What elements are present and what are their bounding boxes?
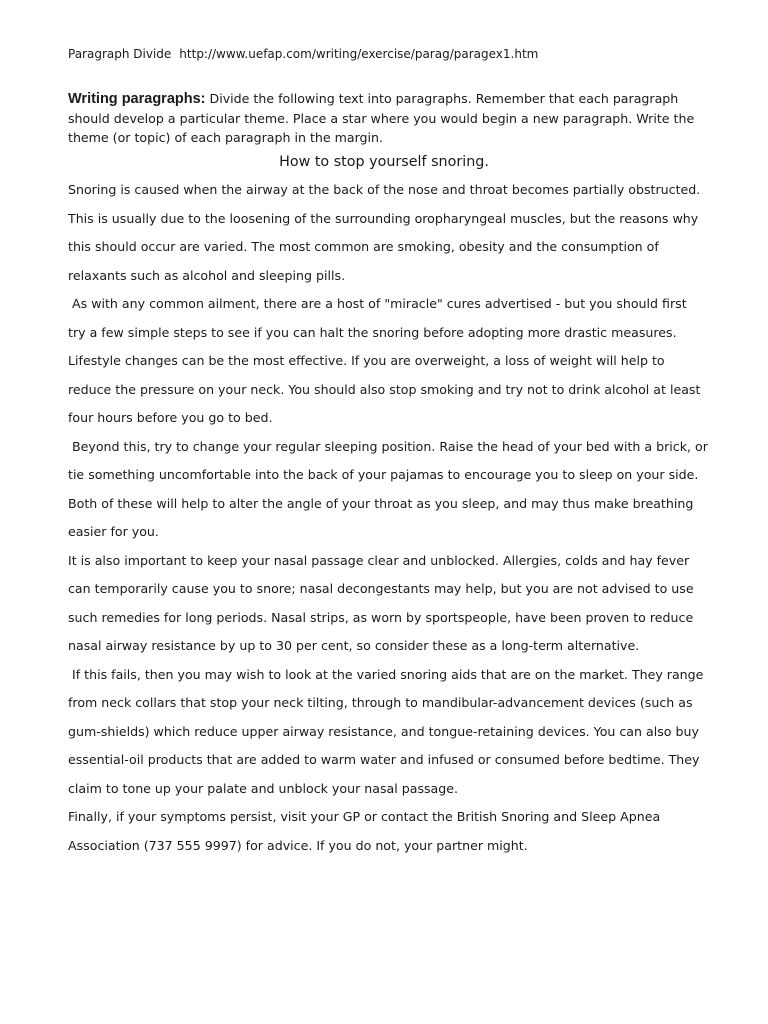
article-title: How to stop yourself snoring. [279,154,489,170]
paragraph: Finally, if your symptoms persist, visit your GP or contact the British Snoring and Sleep Apnea Association (737 555 9997) for advice. If you do not, your partner might. [68,809,665,853]
source-url: http://www.uefap.com/writing/exercise/parag/paragex1.htm [179,47,539,61]
paragraph: It is also important to keep your nasal passage clear and unblocked. Allergies, colds and hay fever can temporarily cause you to snore; nasal decongestants may help, but you are not advised to use such remedies for long periods. Nasal strips, as worn by sportspeople, have been proven to reduce nasal airway resistance by up to 30 per cent, so consider these as a long-term alternative. [68,552,698,653]
instructions-text: Divide the following text into paragraphs. Remember that each paragraph should develop a particular theme. Place a star where you would begin a new paragraph. Write the theme (or topic) of each paragraph in the margin. [68,91,695,145]
header-label: Paragraph Divide [68,47,172,61]
header-line [68,47,538,61]
paragraph: Beyond this, try to change your regular sleeping position. Raise the head of your bed with a brick, or tie something uncomfortable into the back of your pajamas to encourage you to sleep on your side. Both of these will help to alter the angle of your throat as you sleep, and may thus make breathing easier for you. [68,438,712,539]
instructions [68,89,700,147]
paragraph: If this fails, then you may wish to look at the varied snoring aids that are on the market. They range from neck collars that stop your neck tilting, through to mandibular-advancement devices (such as gum-shields) which reduce upper airway resistance, and tongue-retaining devices. You can also buy essential-oil products that are added to warm water and infused or consumed before bedtime. They claim to tone up your palate and unblock your nasal passage. [68,666,708,796]
paragraph: Snoring is caused when the airway at the back of the nose and throat becomes partially obstructed. This is usually due to the loosening of the surrounding oropharyngeal muscles, but the reasons why this should occur are varied. The most common are smoking, obesity and the consumption of relaxants such as alcohol and sleeping pills. [68,182,705,283]
instructions-label: Writing paragraphs: [68,91,206,107]
article-body [68,176,712,860]
paragraph: As with any common ailment, there are a host of "miracle" cures advertised - but you should first try a few simple steps to see if you can halt the snoring before adopting more drastic measures. Lifestyle changes can be the most effective. If you are overweight, a loss of weight will help to reduce the pressure on your neck. You should also stop smoking and try not to drink alcohol at least four hours before you go to bed. [68,296,705,425]
